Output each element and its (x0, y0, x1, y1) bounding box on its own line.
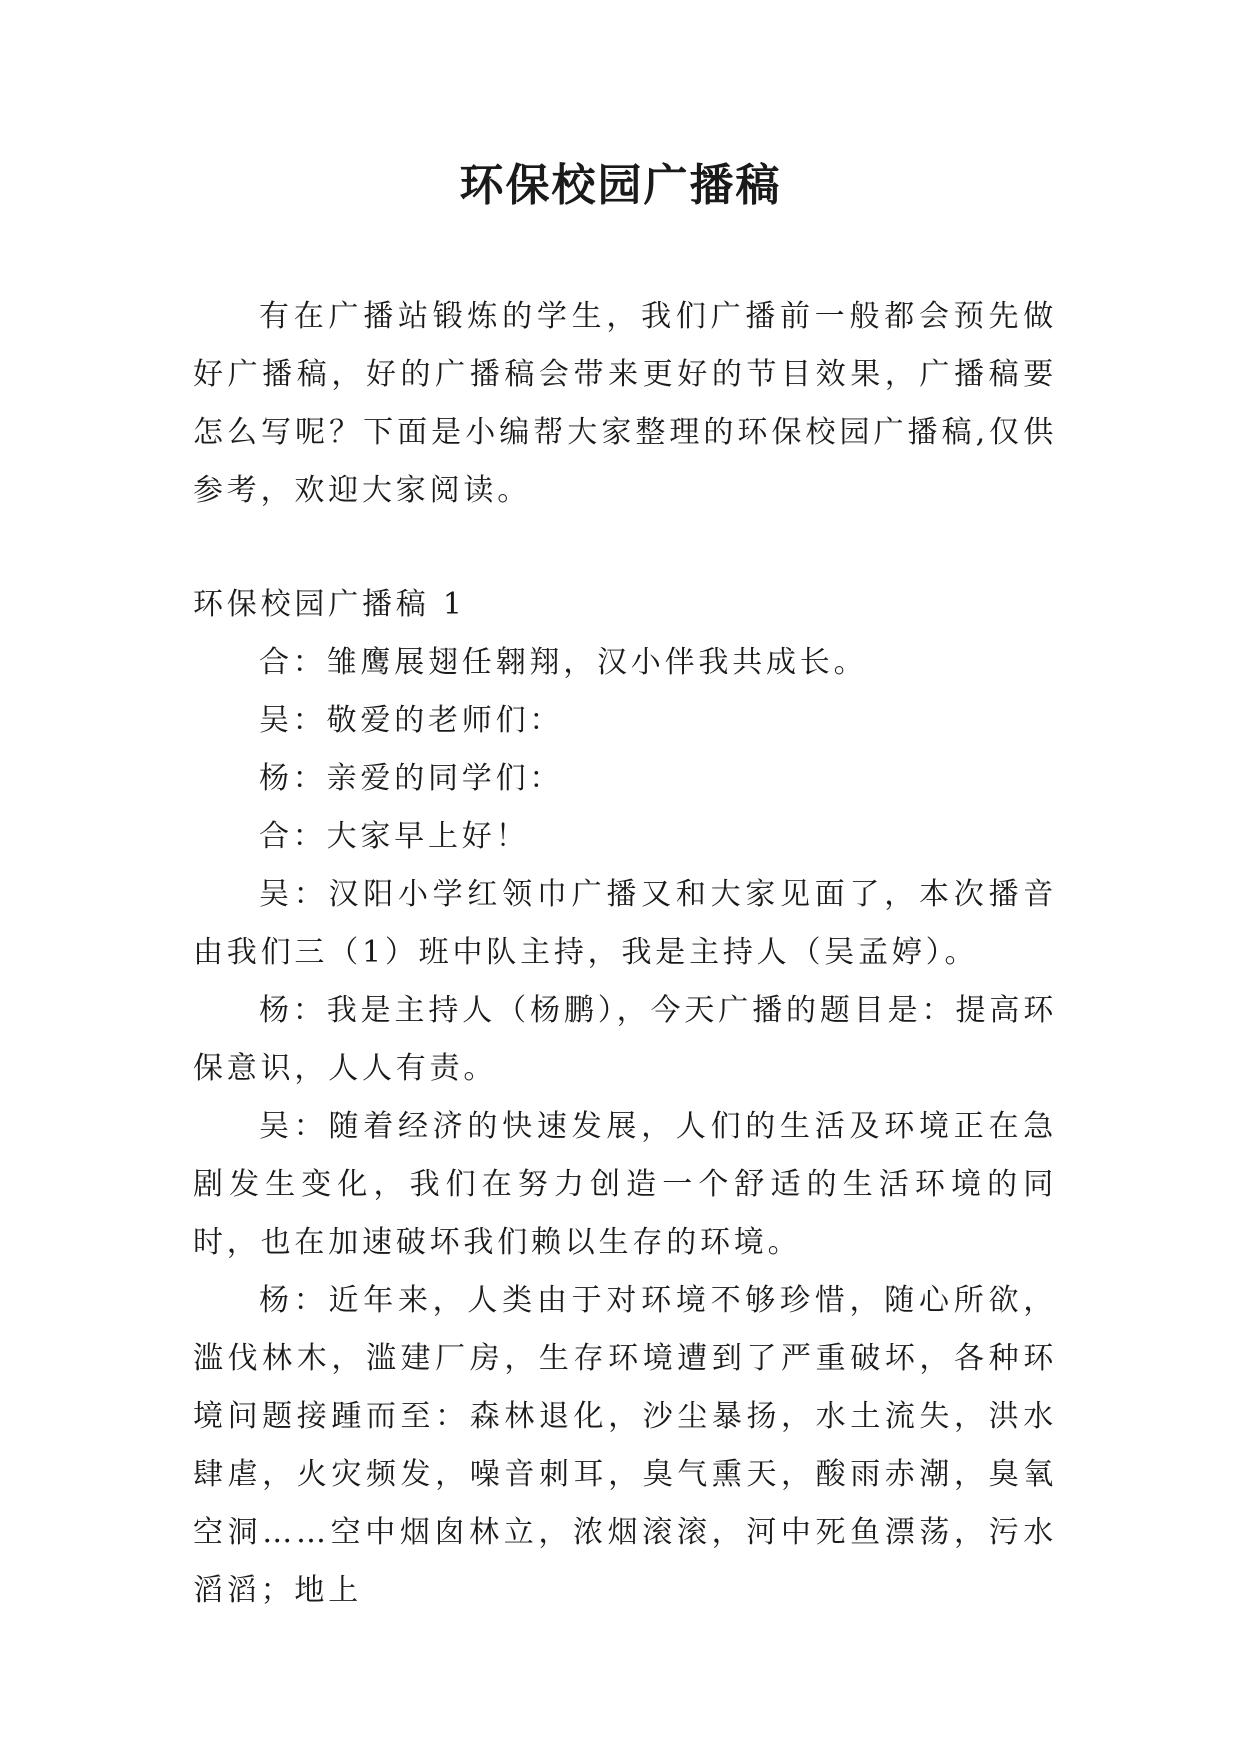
paragraph: 合：雏鹰展翅任翱翔，汉小伴我共成长。 (259, 645, 868, 680)
document-title: 环保校园广播稿 (459, 160, 782, 211)
paragraph: 杨：我是主持人（杨鹏），今天广播的题目是：提高环保意识，人人有责。 (193, 993, 1057, 1086)
document-body (193, 288, 1057, 1620)
paragraph: 吴：敬爱的老师们： (259, 703, 564, 738)
paragraph: 杨：近年来，人类由于对环境不够珍惜，随心所欲，滥伐林木，滥建厂房，生存环境遭到了严重破坏，各种环境问题接踵而至：森林退化，沙尘暴扬，水土流失，洪水肆虐，火灾频发，噪音刺耳，臭气熏天，酸雨赤潮，臭氧空洞……空中烟囱林立，浓烟滚滚，河中死鱼漂荡，污水滔滔；地上 (193, 1283, 1057, 1608)
paragraph: 合：大家早上好！ (259, 819, 530, 854)
paragraph: 吴：随着经济的快速发展，人们的生活及环境正在急剧发生变化，我们在努力创造一个舒适的生活环境的同时，也在加速破坏我们赖以生存的环境。 (193, 1109, 1057, 1260)
section-heading: 环保校园广播稿 1 (193, 587, 466, 622)
paragraph: 吴：汉阳小学红领巾广播又和大家见面了，本次播音由我们三（1）班中队主持，我是主持人（吴孟婷）。 (193, 877, 1057, 970)
paragraph: 杨：亲爱的同学们： (259, 761, 564, 796)
intro-paragraph: 有在广播站锻炼的学生，我们广播前一般都会预先做好广播稿，好的广播稿会带来更好的节目效果，广播稿要怎么写呢？下面是小编帮大家整理的环保校园广播稿,仅供参考，欢迎大家阅读。 (193, 299, 1057, 508)
